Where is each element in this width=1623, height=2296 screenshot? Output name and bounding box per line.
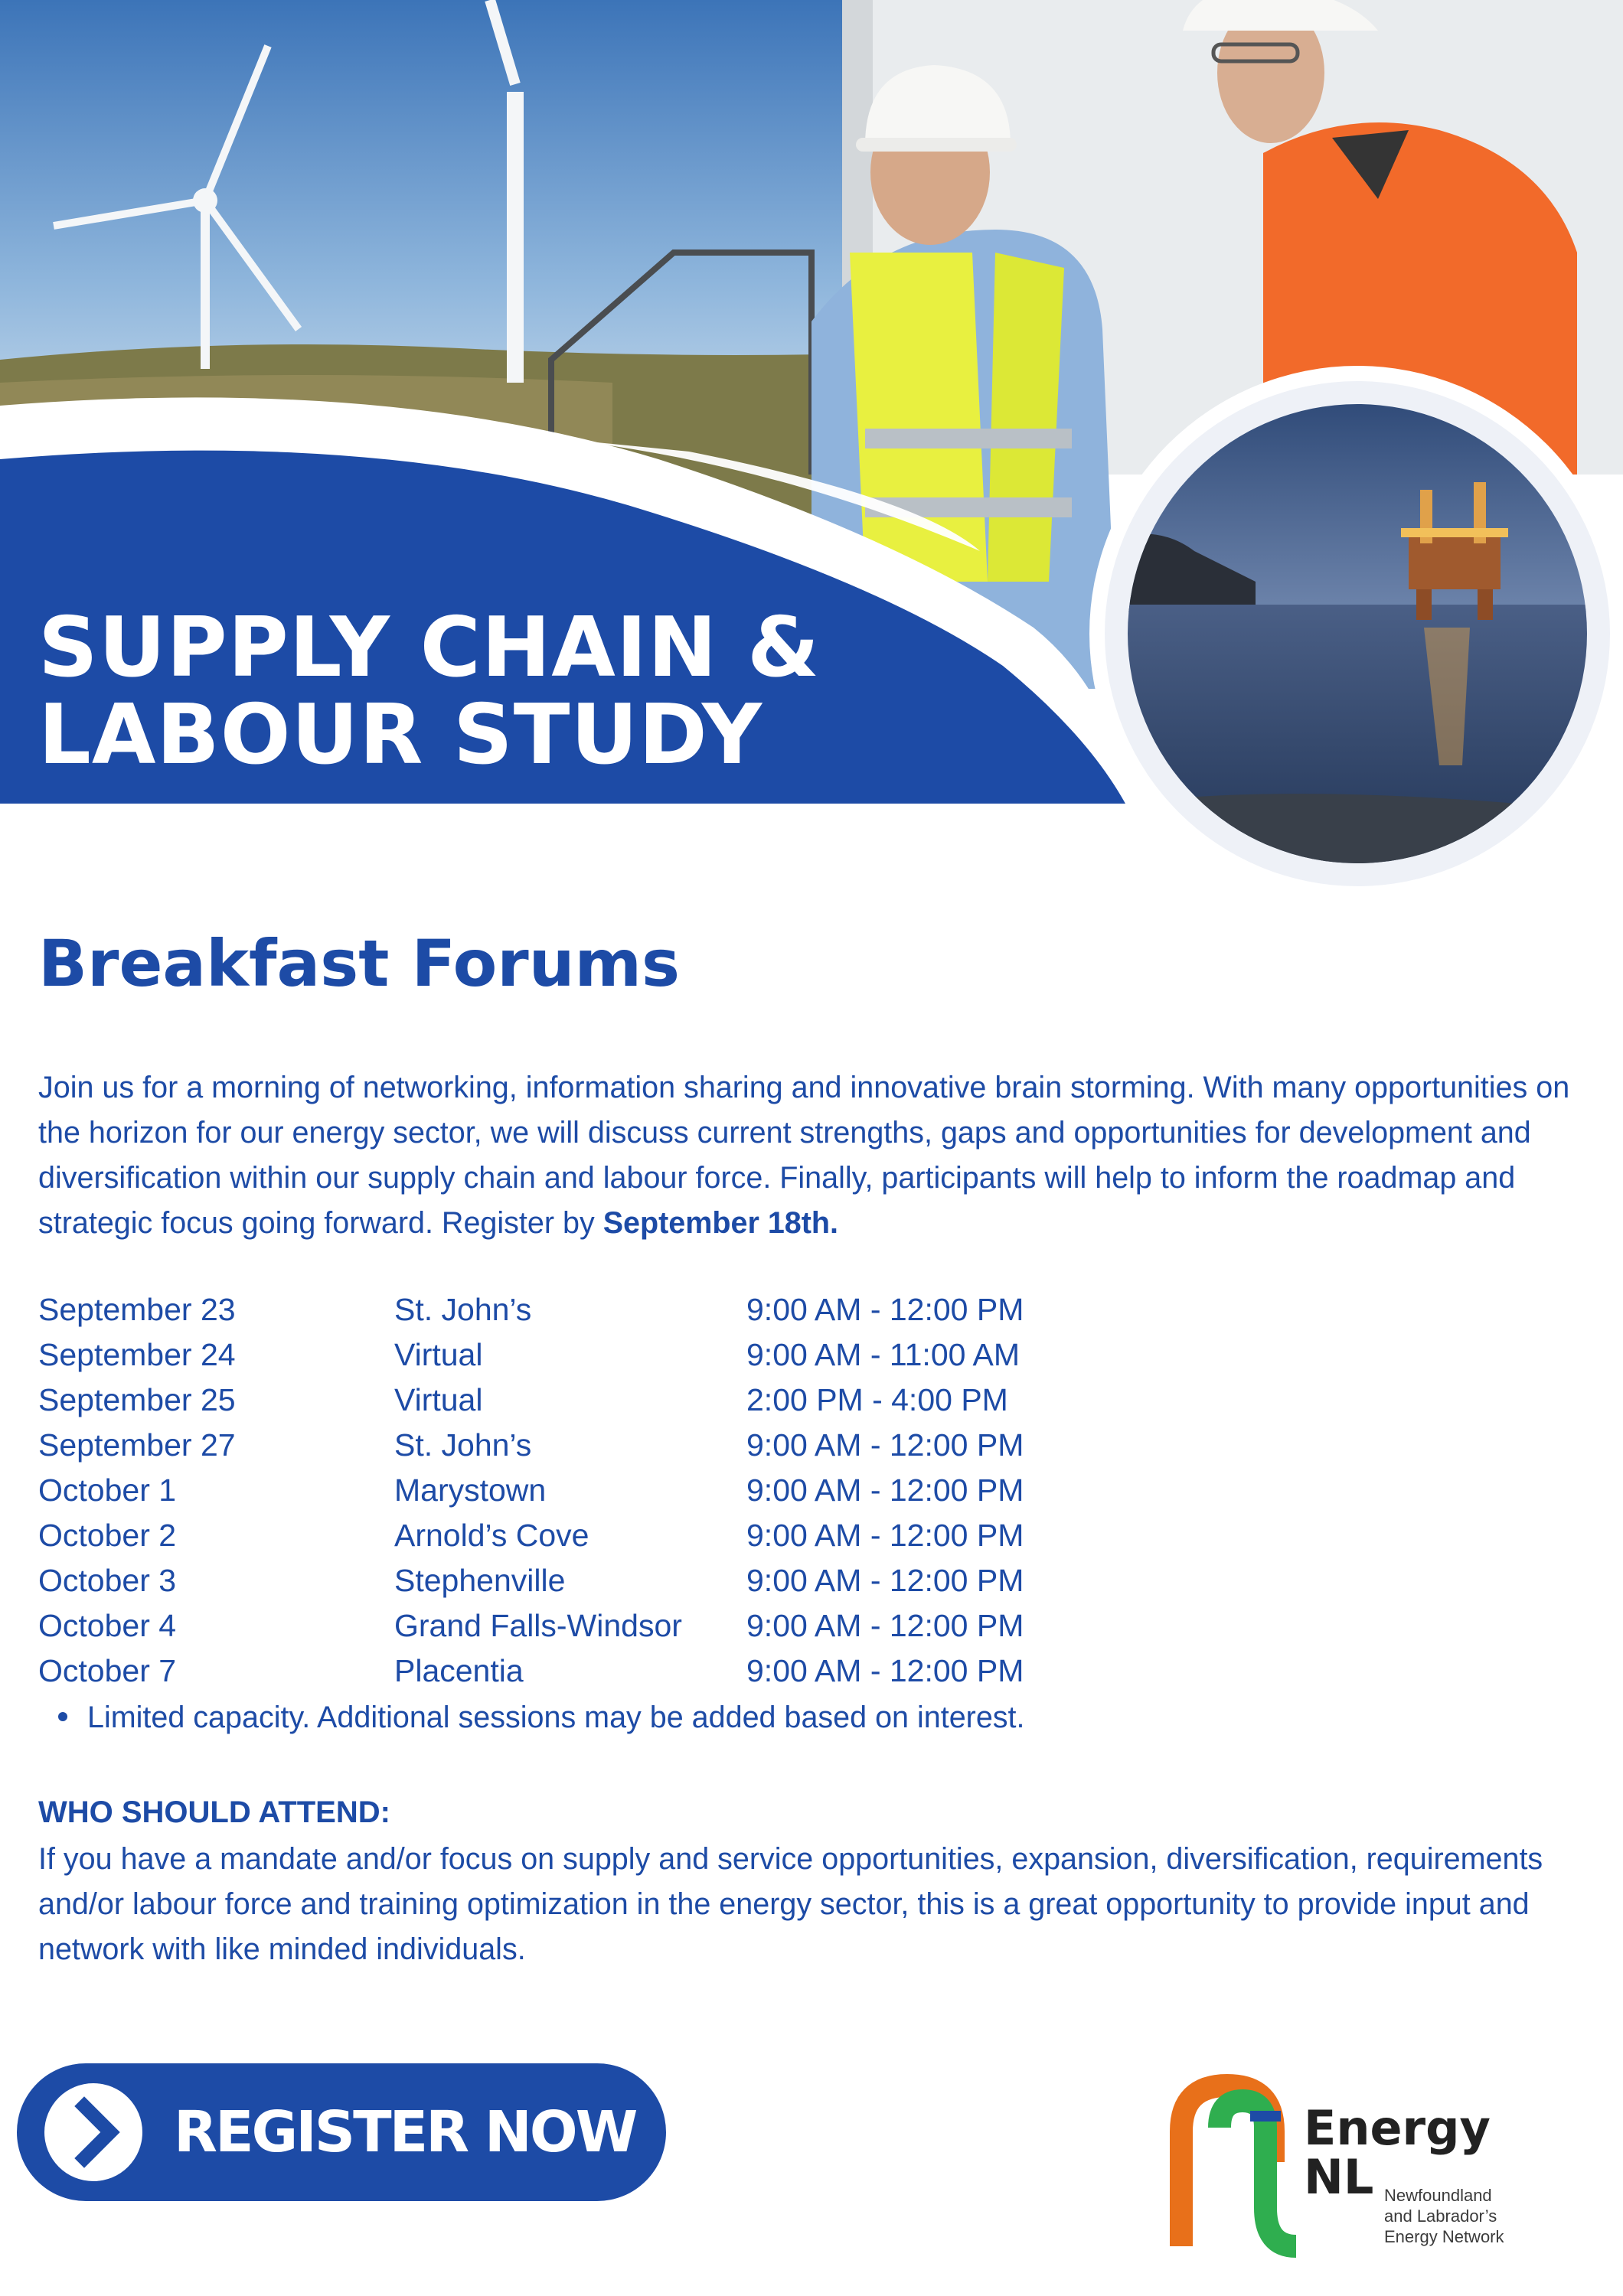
session-time: 9:00 AM - 12:00 PM xyxy=(746,1427,1024,1463)
logo-tagline-line: Energy Network xyxy=(1384,2227,1504,2246)
session-date: September 25 xyxy=(38,1382,236,1417)
chevron-right-icon xyxy=(44,2083,142,2181)
who-heading: WHO SHOULD ATTEND: xyxy=(38,1795,390,1829)
logo-word-energy: Energy xyxy=(1304,2100,1491,2156)
register-now-label: REGISTER NOW xyxy=(174,2099,636,2165)
session-date: September 27 xyxy=(38,1427,236,1463)
session-date: September 23 xyxy=(38,1292,236,1327)
energy-nl-logo-mark xyxy=(1167,2070,1305,2262)
hero-banner xyxy=(0,0,1623,995)
session-location: Stephenville xyxy=(394,1563,566,1598)
session-time: 9:00 AM - 12:00 PM xyxy=(746,1563,1024,1598)
capacity-note-text: Limited capacity. Additional sessions may be added based on interest. xyxy=(87,1701,1025,1734)
session-time: 9:00 AM - 12:00 PM xyxy=(746,1518,1024,1553)
who-text: If you have a mandate and/or focus on supply and service opportunities, expansion, diversification, requirements and/or labour force and training optimization in the energy sector, this is a great opportunity to provide input and network with like minded individuals. xyxy=(38,1842,1543,1966)
session-date: October 3 xyxy=(38,1563,177,1598)
session-time: 9:00 AM - 12:00 PM xyxy=(746,1292,1024,1327)
logo-tagline-line: and Labrador’s xyxy=(1384,2206,1497,2226)
intro-text: Join us for a morning of networking, information sharing and innovative brain storming. With many opportunities on the horizon for our energy sector, we will discuss current strengths, gaps and opportunities for development and diversification within our supply chain and labour force. Finally, participants will help to inform the roadmap and strategic focus going forward. Register by xyxy=(38,1071,1570,1240)
register-deadline: September 18th. xyxy=(603,1206,839,1240)
logo-tagline-line: Newfoundland xyxy=(1384,2186,1492,2205)
session-location: Virtual xyxy=(394,1382,483,1417)
intro-paragraph xyxy=(38,1065,1592,1246)
session-location: Virtual xyxy=(394,1337,483,1372)
session-date: September 24 xyxy=(38,1337,236,1372)
title-line-1: SUPPLY CHAIN & xyxy=(38,600,821,696)
session-location: Grand Falls-Windsor xyxy=(394,1608,682,1643)
session-date: October 7 xyxy=(38,1653,177,1688)
session-time: 9:00 AM - 11:00 AM xyxy=(746,1337,1020,1372)
main-title xyxy=(38,600,880,783)
session-time: 9:00 AM - 12:00 PM xyxy=(746,1608,1024,1643)
hero-illustration xyxy=(0,0,1623,995)
session-location: Marystown xyxy=(394,1473,547,1508)
session-date: October 4 xyxy=(38,1608,177,1643)
bullet-icon xyxy=(58,1712,67,1721)
logo-word-nl: NL xyxy=(1304,2149,1374,2205)
session-location: Placentia xyxy=(394,1653,524,1688)
capacity-note xyxy=(58,1701,1025,1735)
session-time: 9:00 AM - 12:00 PM xyxy=(746,1653,1024,1688)
session-time: 9:00 AM - 12:00 PM xyxy=(746,1473,1024,1508)
register-now-button[interactable] xyxy=(17,2063,666,2201)
session-location: St. John’s xyxy=(394,1292,532,1327)
session-time: 2:00 PM - 4:00 PM xyxy=(746,1382,1008,1417)
energy-nl-logo xyxy=(1167,2070,1566,2262)
logo-tagline xyxy=(1384,2185,1568,2247)
title-line-2: LABOUR STUDY xyxy=(38,687,763,783)
session-date: October 1 xyxy=(38,1473,177,1508)
session-date: October 2 xyxy=(38,1518,177,1553)
session-location: St. John’s xyxy=(394,1427,532,1463)
session-location: Arnold’s Cove xyxy=(394,1518,589,1553)
page-subtitle: Breakfast Forums xyxy=(38,926,681,1001)
